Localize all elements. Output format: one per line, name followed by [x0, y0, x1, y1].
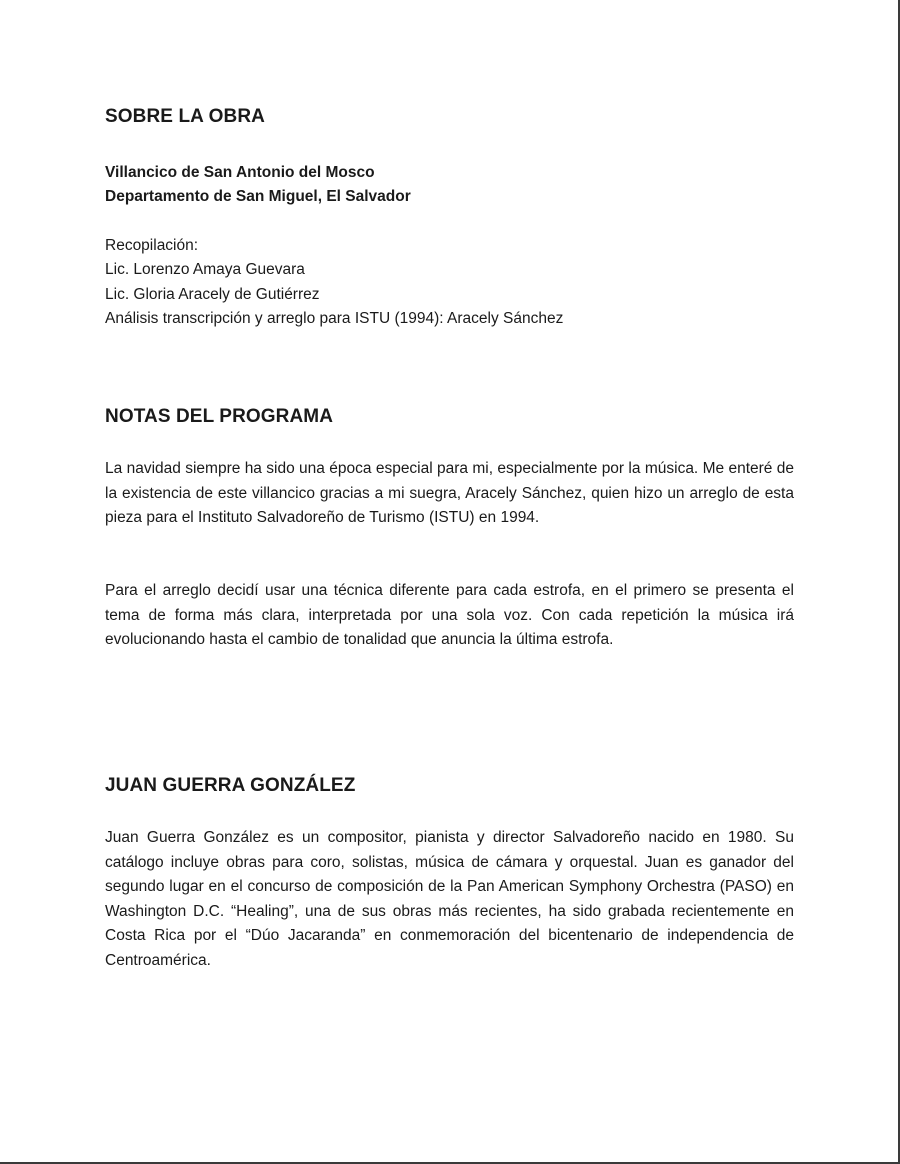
section-heading-composer: JUAN GUERRA GONZÁLEZ [105, 775, 356, 796]
work-title: Villancico de San Antonio del Mosco [105, 164, 375, 181]
credit-line: Recopilación: [105, 237, 199, 254]
section-heading-notas-del-programa: NOTAS DEL PROGRAMA [105, 406, 334, 427]
composer-bio-paragraph: Juan Guerra González es un compositor, pianista y director Salvadoreño nacido en 1980. Su catálogo incluye obras para coro, solistas, música de cámara y orquestal. Juan es ganador del segundo lugar en el concurso de composición de la Pan American Symphony Orchestra (PASO) en Washington D.C. “Healing”, una de sus obras más recientes, ha sido grabada recientemente en Costa Rica por el “Dúo Jacaranda” en conmemoración del bicentenario de independencia de Centroamérica. [105, 829, 794, 969]
credit-line: Análisis transcripción y arreglo para ISTU (1994): Aracely Sánchez [105, 310, 564, 327]
work-location: Departamento de San Miguel, El Salvador [105, 188, 411, 205]
section-heading-sobre-la-obra: SOBRE LA OBRA [105, 106, 265, 127]
program-notes-paragraph: La navidad siempre ha sido una época especial para mi, especialmente por la música. Me enteré de la existencia de este villancico gracias a mi suegra, Aracely Sánchez, quien hizo un arreglo de esta pieza para el Instituto Salvadoreño de Turismo (ISTU) en 1994. [105, 460, 794, 526]
credit-line: Lic. Gloria Aracely de Gutiérrez [105, 286, 320, 303]
credit-line: Lic. Lorenzo Amaya Guevara [105, 261, 305, 278]
program-notes-paragraph: Para el arreglo decidí usar una técnica diferente para cada estrofa, en el primero se presenta el tema de forma más clara, interpretada por una sola voz. Con cada repetición la música irá evolucionando hasta el cambio de tonalidad que anuncia la última estrofa. [105, 582, 794, 648]
